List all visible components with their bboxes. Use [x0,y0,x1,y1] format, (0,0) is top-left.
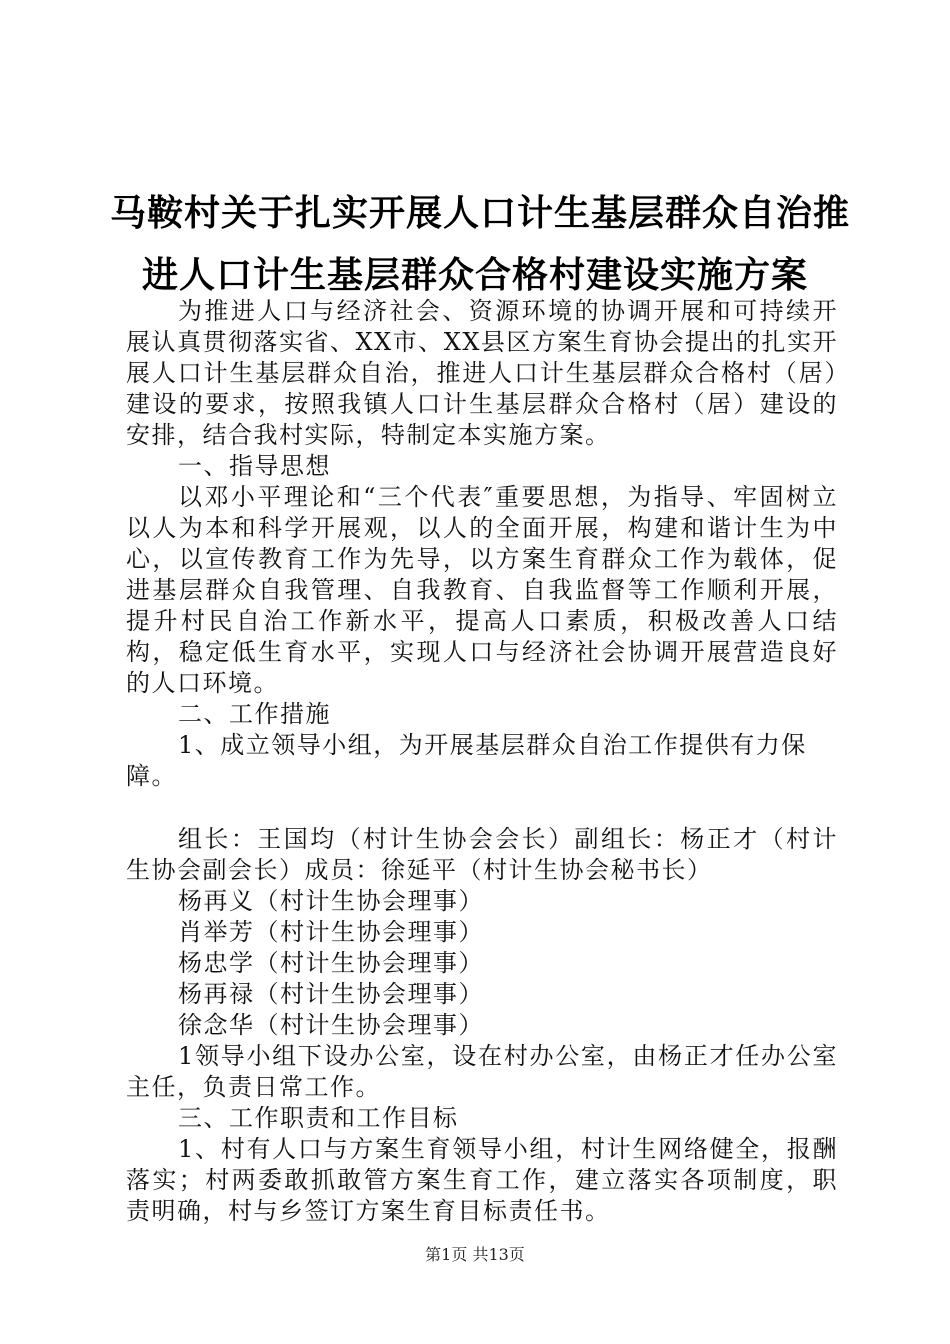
duties-goals-paragraph: 1、村有人口与方案生育领导小组，村计生网络健全，报酬落实；村两委敢抓敢管方案生育工作，建立落实各项制度，职责明确，村与乡签订方案生育目标责任书。 [126,1135,838,1225]
member-line: 徐念华（村计生协会理事） [178,1011,484,1039]
section-heading-work-measures: 二、工作措施 [178,700,331,728]
title-line-1: 马鞍村关于扎实开展人口计生基层群众自治推 [110,193,851,234]
members-paragraph: 组长：王国均（村计生协会会长）副组长：杨正才（村计生协会副会长）成员：徐延平（村计生协会秘书长） [126,825,838,884]
document-title [110,183,851,307]
document-body [126,296,838,1227]
intro-paragraph: 为推进人口与经济社会、资源环境的协调开展和可持续开展认真贯彻落实省、XX市、XX县区方案生育协会提出的扎实开展人口计生基层群众自治，推进人口计生基层群众合格村（居）建设的要求，按照我镇人口计生基层群众合格村（居）建设的安排，结合我村实际，特制定本实施方案。 [126,297,838,449]
section-heading-guiding-ideology: 一、指导思想 [178,452,331,480]
work-measure-item-1: 1、成立领导小组，为开展基层群众自治工作提供有力保障。 [126,731,807,790]
office-paragraph: 1领导小组下设办公室，设在村办公室，由杨正才任办公室主任，负责日常工作。 [126,1042,838,1101]
member-line: 杨忠学（村计生协会理事） [178,949,484,977]
title-line-2: 进人口计生基层群众合格村建设实施方案 [141,255,808,296]
section-heading-duties-goals: 三、工作职责和工作目标 [178,1104,459,1132]
page-number-footer: 第1页 共13页 [425,1245,525,1264]
paragraph-gap [126,792,838,824]
member-line: 肖举芳（村计生协会理事） [178,918,484,946]
guiding-ideology-paragraph: 以邓小平理论和“三个代表″重要思想，为指导、牢固树立以人为本和科学开展观，以人的全面开展，构建和谐计生为中心，以宣传教育工作为先导，以方案生育群众工作为载体，促进基层群众自我管理、自我教育、自我监督等工作顺利开展，提升村民自治工作新水平，提高人口素质，积极改善人口结构，稳定低生育水平，实现人口与经济社会协调开展营造良好的人口环境。 [126,483,838,697]
member-line: 杨再禄（村计生协会理事） [178,980,484,1008]
member-line: 杨再义（村计生协会理事） [178,887,484,915]
